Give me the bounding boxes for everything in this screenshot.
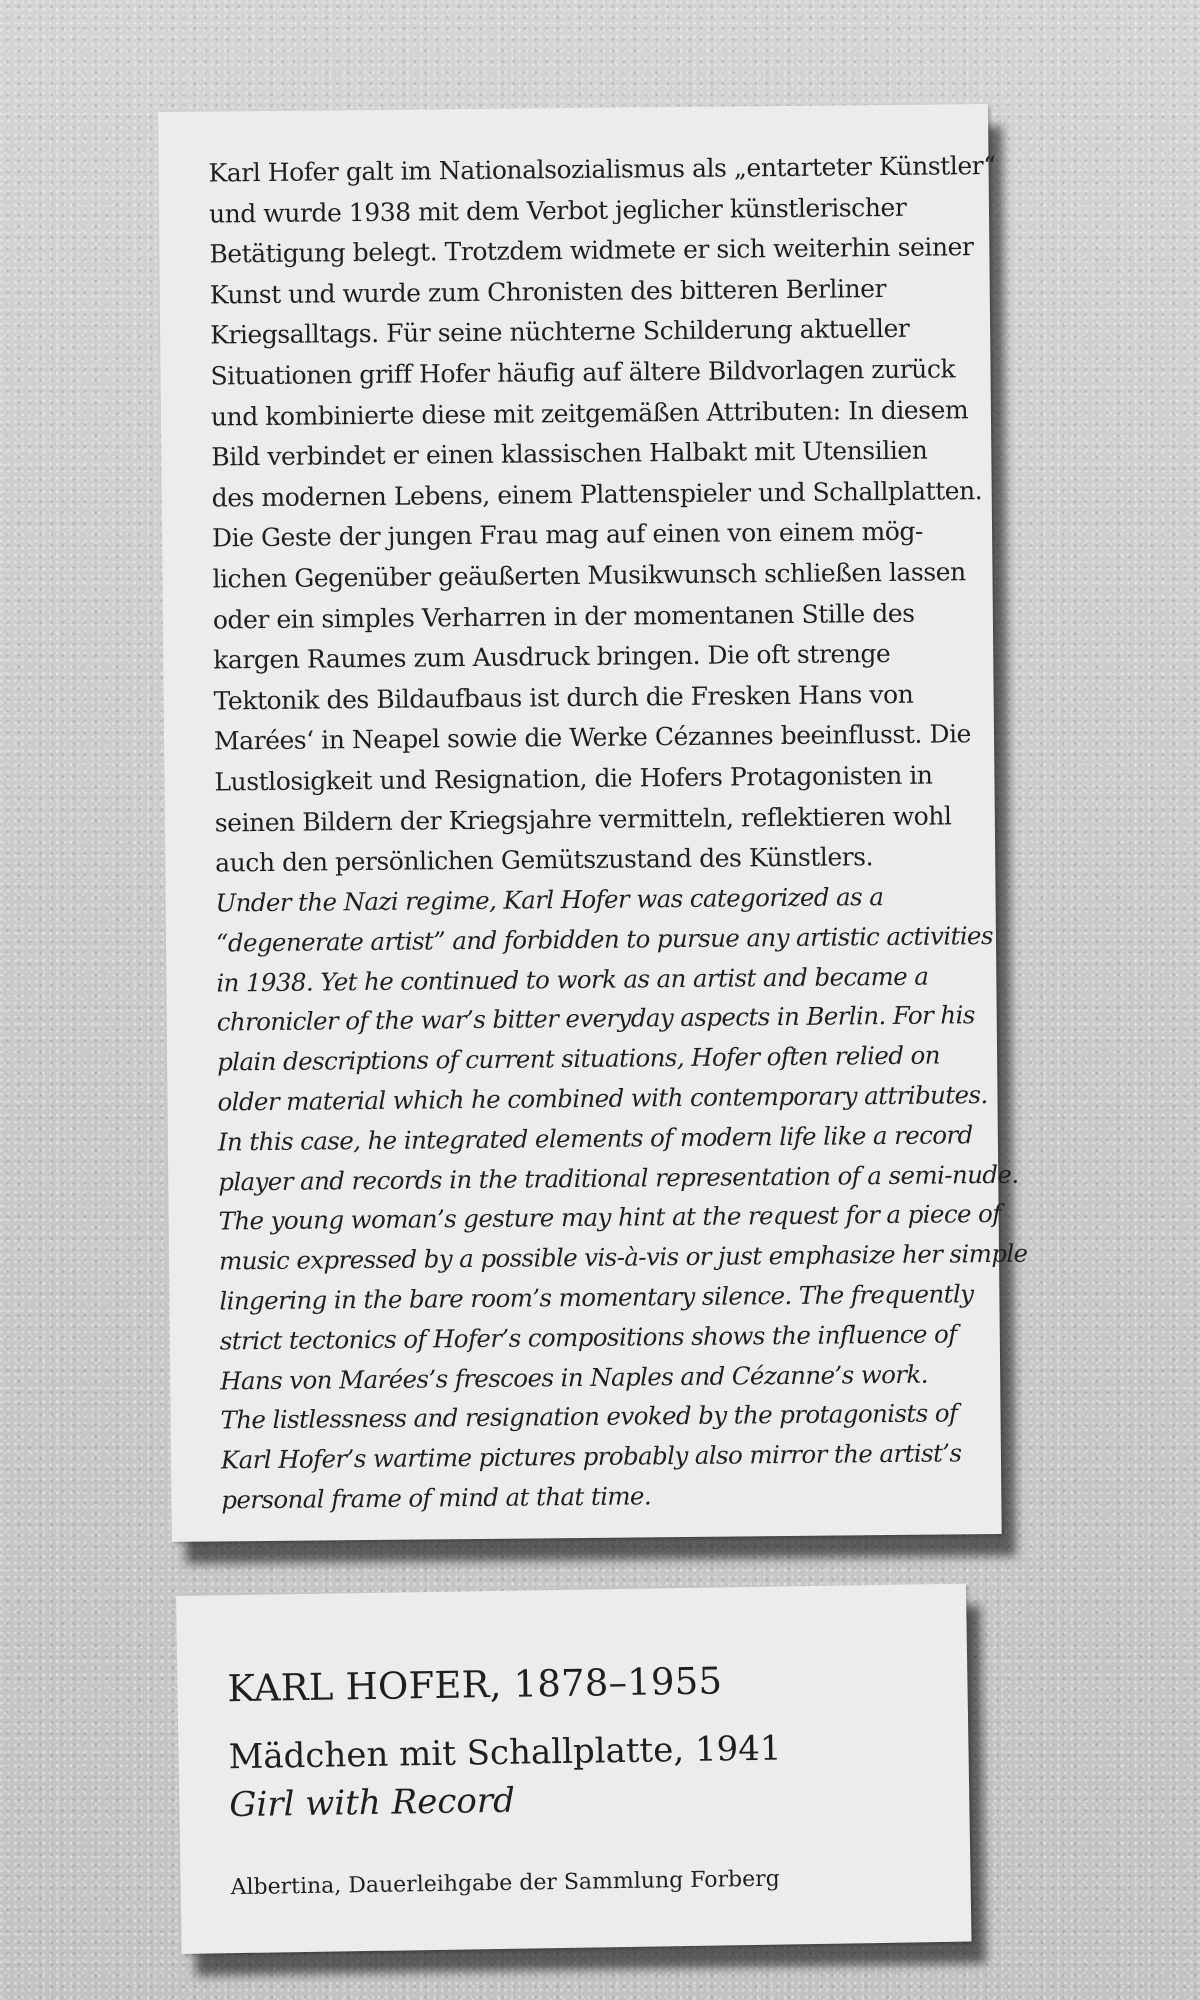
english-line: older material which he combined with contemporary attributes. (217, 1080, 988, 1117)
english-line: “degenerate artist” and forbidden to pursue any artistic activities (215, 920, 993, 958)
german-line: auch den persönlichen Gemütszustand des Künstlers. (215, 842, 874, 878)
german-line: Situationen griff Hofer häufig auf ältere Bildvorlagen zurück (210, 354, 956, 391)
english-line: Under the Nazi regime, Karl Hofer was categorized as a (215, 882, 884, 918)
english-line: personal frame of mind at that time. (221, 1481, 652, 1515)
english-line: plain descriptions of current situations, Hofer often relied on (216, 1040, 940, 1077)
english-line: Karl Hofer’s wartime pictures probably also mirror the artist’s (220, 1438, 962, 1475)
german-line: lichen Gegenüber geäußerten Musikwunsch schließen lassen (212, 557, 966, 594)
artwork-title-english: Girl with Record (228, 1780, 516, 1826)
german-line: und wurde 1938 mit dem Verbot jeglicher künstlerischer (208, 192, 907, 229)
english-description (215, 876, 1028, 1520)
german-line: Kunst und wurde zum Chronisten des bitteren Berliner (209, 273, 887, 310)
credit-line: Albertina, Dauerleihgabe der Sammlung Forberg (230, 1866, 780, 1901)
german-line: seinen Bildern der Kriegsjahre vermitteln, reflektieren wohl (214, 800, 952, 837)
artist-name: KARL HOFER, 1878–1955 (227, 1659, 723, 1711)
english-line: The listlessness and resignation evoked by the protagonists of (220, 1398, 958, 1435)
english-line: The young woman’s gesture may hint at the request for a piece of (218, 1199, 1001, 1236)
german-line: Karl Hofer galt im Nationalsozialismus als „entarteter Künstler“ (208, 150, 996, 188)
english-line: lingering in the bare room’s momentary silence. The frequently (219, 1279, 974, 1316)
english-line: In this case, he integrated elements of modern life like a record (217, 1120, 973, 1157)
german-line: Kriegsalltags. Für seine nüchterne Schilderung aktueller (210, 314, 910, 350)
german-line: Tektonik des Bildaufbaus ist durch die Fresken Hans von (213, 679, 914, 716)
german-line: oder ein simples Verharren in der momentanen Stille des (212, 598, 915, 635)
german-line: Bild verbindet er einen klassischen Halbakt mit Utensilien (211, 435, 928, 472)
artwork-title-german: Mädchen mit Schallplatte, 1941 (228, 1728, 782, 1778)
english-line: music expressed by a possible vis-à-vis or just emphasize her simple (218, 1238, 1028, 1276)
german-line: Betätigung belegt. Trotzdem widmete er sich weiterhin seiner (209, 232, 974, 269)
english-line: strict tectonics of Hofer’s compositions shows the influence of (219, 1319, 957, 1356)
english-line: chronicler of the war’s bitter everyday aspects in Berlin. For his (216, 1000, 975, 1037)
english-line: Hans von Marées’s frescoes in Naples and Cézanne’s work. (220, 1359, 928, 1396)
object-label-panel (176, 1584, 972, 1954)
german-line: Die Geste der jungen Frau mag auf einen von einem mög- (211, 517, 924, 553)
german-line: des modernen Lebens, einem Plattenspieler und Schallplatten. (211, 475, 983, 513)
german-description (208, 146, 996, 884)
english-line: player and records in the traditional representation of a semi-nude. (218, 1159, 1019, 1197)
german-line: Lustlosigkeit und Resignation, die Hofers Protagonisten in (214, 760, 933, 797)
wall-text-panel (158, 104, 1028, 1542)
english-line: in 1938. Yet he continued to work as an artist and became a (216, 961, 929, 998)
german-line: Marées‘ in Neapel sowie die Werke Cézannes beeinflusst. Die (213, 719, 972, 756)
german-line: kargen Raumes zum Ausdruck bringen. Die oft strenge (213, 639, 891, 675)
german-line: und kombinierte diese mit zeitgemäßen Attributen: In diesem (210, 394, 969, 432)
